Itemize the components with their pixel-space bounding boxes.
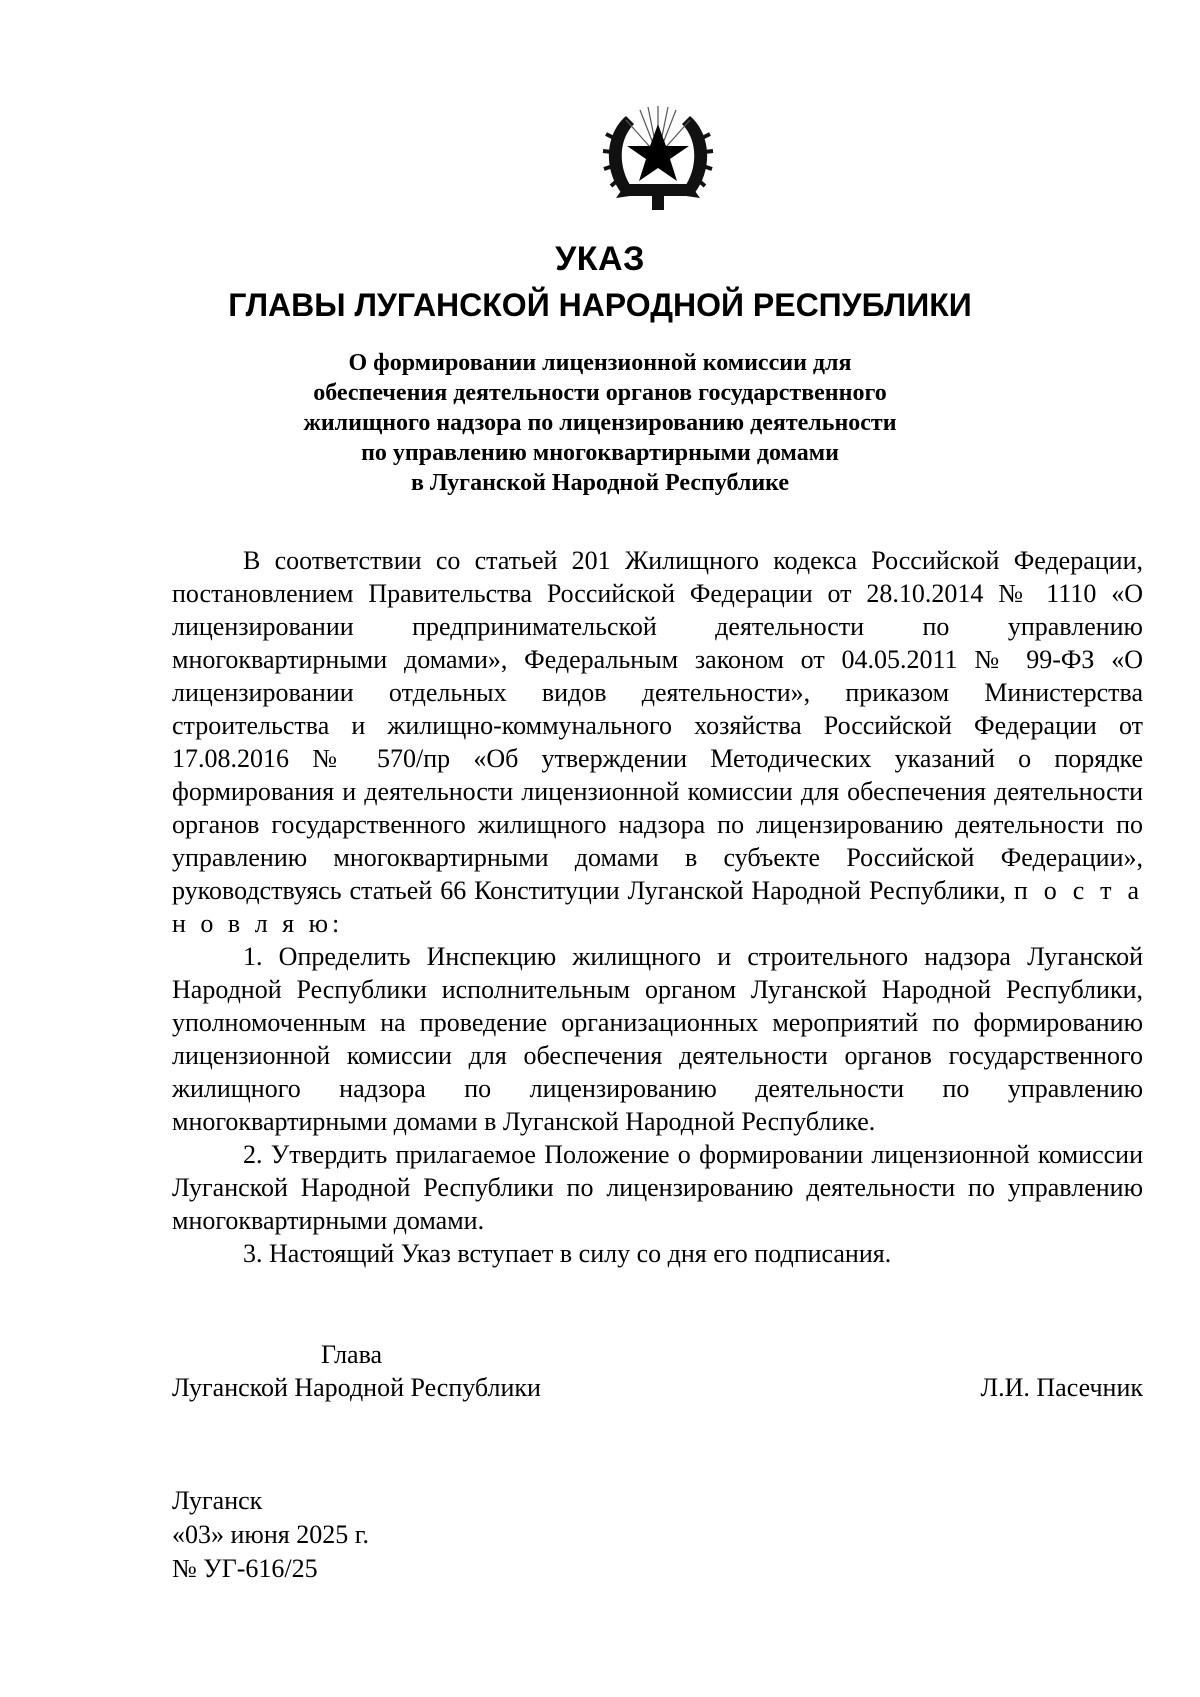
signer-role-line2: Луганской Народной Республики [172,1373,541,1402]
issuer-title: ГЛАВЫ ЛУГАНСКОЙ НАРОДНОЙ РЕСПУБЛИКИ [228,287,972,323]
signer-name: Л.И. Пасечник [980,1373,1143,1402]
preamble-text: В соответствии со статьей 201 Жилищного кодекса Российской Федерации, постановлением Правительства Российской Федерации от 28.10.2014 № 1110 «О лицензировании предпринимательской деятельности по управлению многоквартирными домами», Федеральным законом от 04.05.2011 № 99-ФЗ «О лицензировании отдельных видов деятельности», приказом Министерства строительства и жилищно-коммунального хозяйства Российской Федерации от 17.08.2016 № 570/пр «Об утверждении Методических указаний о порядке формирования и деятельности лицензионной комиссии для обеспечения деятельности органов государственного жилищного надзора по лицензированию деятельности по управлению многоквартирными домами в субъекте Российской Федерации», руководствуясь статьей 66 Конституции Луганской Народной Республики, [172,546,1143,905]
coat-of-arms-emblem [596,98,720,214]
decree-number: № УГ-616/25 [172,1554,318,1583]
decree-word: п о с т а н о в л я ю: [172,876,1144,938]
subject-line: по управлению многоквартирными домами [361,440,839,466]
item-paragraph-2: 2. Утвердить прилагаемое Положение о формировании лицензионной комиссии Луганской Народной Республики по лицензированию деятельности по управлению многоквартирными домами. [172,1140,1143,1235]
document-footer [172,1484,369,1586]
place-of-signing: Луганск [172,1486,263,1515]
subject-line: О формировании лицензионной комиссии для [348,350,852,376]
preamble-paragraph [172,544,1143,940]
subject-line: в Луганской Народной Республике [410,470,790,496]
signer-role-line1: Глава [321,1340,383,1369]
subject-line: жилищного надзора по лицензированию деятельности [303,410,897,436]
item-paragraph-3: 3. Настоящий Указ вступает в силу со дня его подписания. [243,1239,892,1268]
subject-line: обеспечения деятельности органов государственного [313,380,887,406]
document-type-title: УКАЗ [555,240,645,278]
item-paragraph-1: 1. Определить Инспекцию жилищного и строительного надзора Луганской Народной Республики исполнительным органом Луганской Народной Республики, уполномоченным на проведение организационных мероприятий по формированию лицензионной комиссии для обеспечения деятельности органов государственного жилищного надзора по лицензированию деятельности по управлению многоквартирными домами в Луганской Народной Республике. [172,942,1143,1136]
decree-subject [250,348,950,498]
decree-body [172,544,1143,1270]
signature-block [172,1338,1143,1404]
signing-date: «03» июня 2025 г. [172,1520,369,1549]
